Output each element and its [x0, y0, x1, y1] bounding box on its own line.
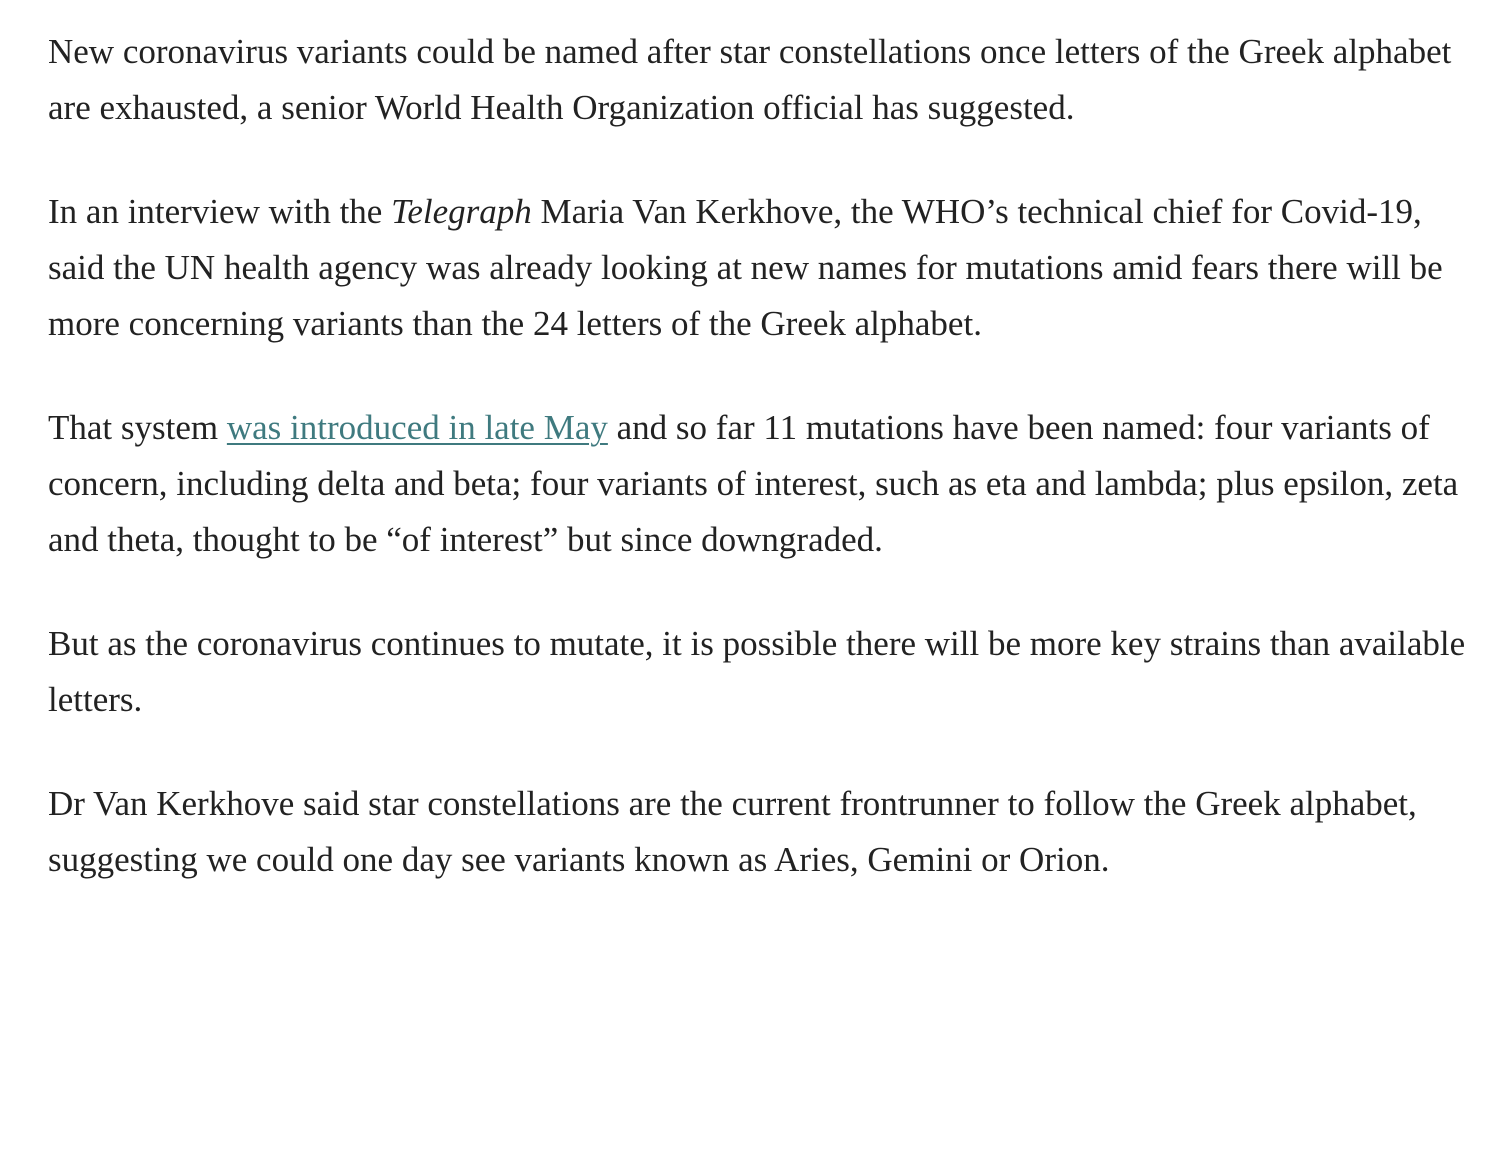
introduced-in-late-may-link[interactable]: was introduced in late May [226, 408, 608, 447]
paragraph-2 [48, 184, 1480, 352]
paragraph-2-text-end: Maria Van Kerkhove, the WHO’s technical chief for Covid-19, said the UN health agency was already looking at new names for mutations amid fears there will be more concerning variants than the 24 letters of the Greek alphabet. [48, 192, 1443, 343]
paragraph-4: But as the coronavirus continues to mutate, it is possible there will be more key strains than available letters. [48, 624, 1466, 719]
paragraph-1: New coronavirus variants could be named after star constellations once letters of the Greek alphabet are exhausted, a senior World Health Organization official has suggested. [48, 32, 1452, 127]
paragraph-2-text-start: In an interview with the [48, 192, 392, 231]
paragraph-3 [48, 400, 1480, 568]
article-body [48, 24, 1480, 936]
paragraph-5: Dr Van Kerkhove said star constellations are the current frontrunner to follow the Greek alphabet, suggesting we could one day see variants known as Aries, Gemini or Orion. [48, 784, 1417, 879]
paragraph-3-text-start: That system [48, 408, 227, 447]
publication-name: Telegraph [391, 192, 532, 231]
paragraph-3-text-end: and so far 11 mutations have been named: four variants of concern, including delta and beta; four variants of interest, such as eta and lambda; plus epsilon, zeta and theta, thought to be “of interest” but since downgraded. [48, 408, 1459, 559]
